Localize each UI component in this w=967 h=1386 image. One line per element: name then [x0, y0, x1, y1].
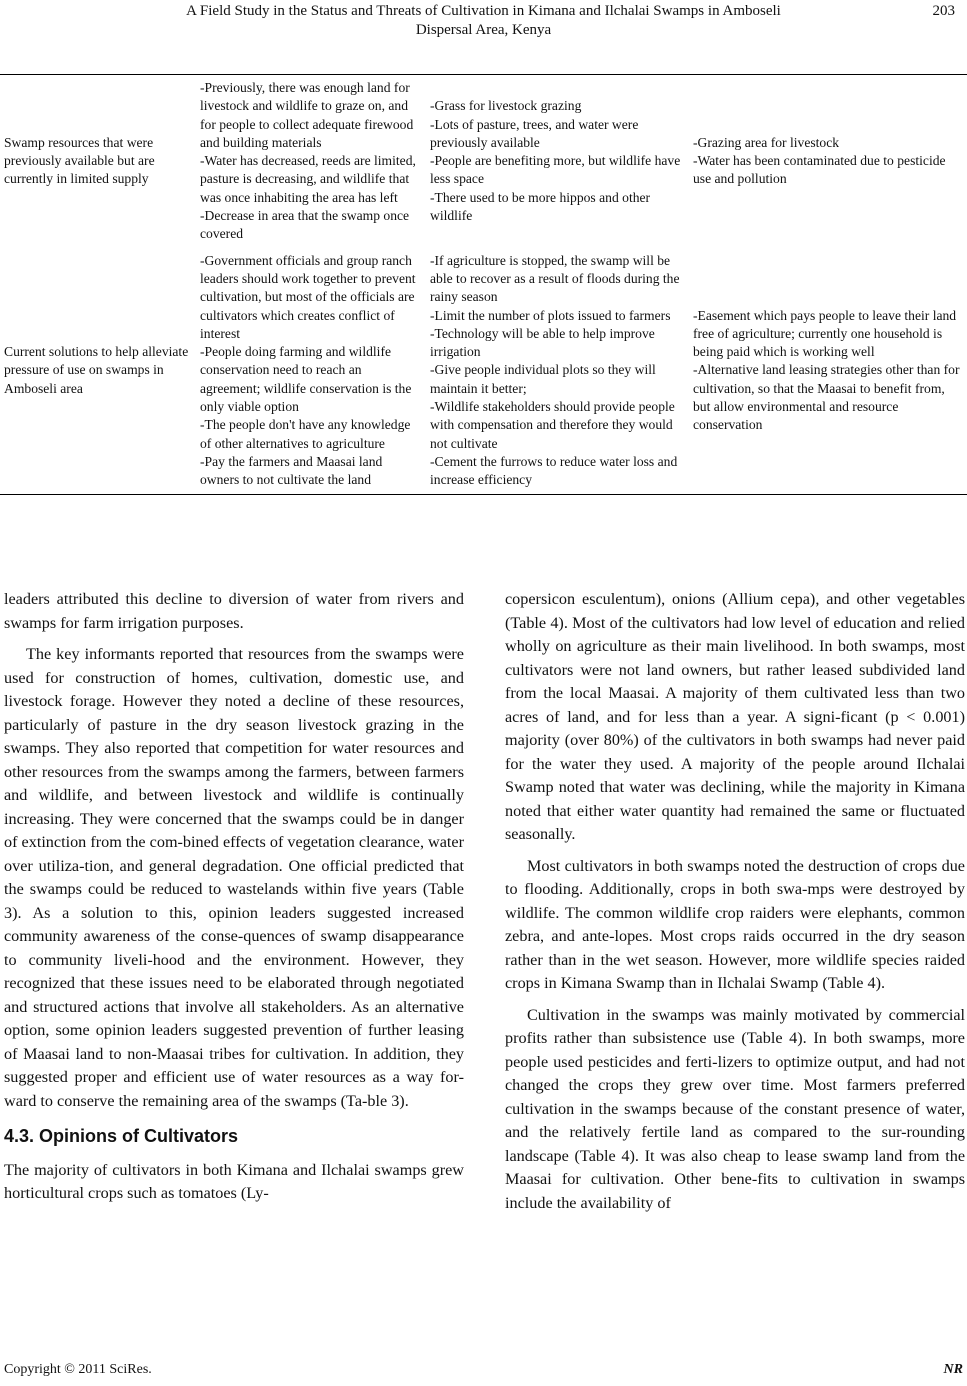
paragraph: copersicon esculentum), onions (Allium cepa), and other vegetables (Table 4). Most of the cultivators had low level of education and relied wholly on agriculture as their main livelihood. In both swamps, most cultivators were not land owners, but rather leased subdivided land from the local Maasai. A majority of them cultivated less than two acres of land, and for less than a year. A signi-ficant (p < 0.001) majority (over 80%) of the cultivators in both swamps had never paid for the water they used. A majority of the people around Ilchalai Swamp noted that water was declining, while the majority in Kimana noted that either water quantity had remained the same or fluctuated seasonally.	[505, 590, 965, 843]
left-column	[4, 588, 464, 1206]
cell-line: -Water has been contaminated due to pesticide use and pollution	[693, 153, 946, 187]
cell-line: -Pay the farmers and Maasai land owners to not cultivate the land	[200, 453, 383, 488]
cell-line: -People are benefiting more, but wildlife have less space	[430, 153, 681, 187]
section-heading: 4.3. Opinions of Cultivators	[4, 1126, 239, 1146]
table-cell	[426, 75, 689, 248]
opinion-table	[0, 75, 967, 494]
cell-line: -Limit the number of plots issued to farmers	[430, 307, 671, 323]
cell-line: -Grass for livestock grazing	[430, 98, 582, 114]
cell-line: -People doing farming and wildlife conservation need to reach an agreement; wildlife conservation is the only viable option	[200, 344, 412, 415]
cell-line: -Cement the furrows to reduce water loss and increase efficiency	[430, 453, 678, 488]
cell-line: -Government officials and group ranch leaders should work together to prevent cultivation, but most of the officials are cultivators which creates conflict of interest	[200, 252, 416, 341]
cell-line: -There used to be more hippos and other wildlife	[430, 189, 651, 224]
running-header	[0, 2, 967, 42]
copyright-footer: Copyright © 2011 SciRes.	[4, 1362, 152, 1377]
paragraph: The key informants reported that resources from the swamps were used for construction of homes, cultivation, domestic use, and livestock forage. However they noted a decline of these resources, particularly of pasture in the dry season livestock grazing in the swamps. They also reported that competition for water resources and other resources from the swamps among the farmers, between farmers and wildlife, and between livestock and wildlife is continually increasing. They were concerned that the swamps could be in danger of extinction from the com-bined effects of vegetation clearance, water over utiliza-tion, and general degradation. One official predicted that the swamps could be reduced to wastelands within five years (Table 3). As a solution to this, opinion leaders suggested increased community awareness of the conse-quences of swamp disappearance to community liveli-hood and the environment. However, they recognized that these issues need to be elaborated through negotiated and structured actions that involve all stakeholders. As an alternative option, some opinion leaders suggested prevention of further leasing of Maasai land to non-Maasai tribes for cultivation. In addition, they suggested proper and efficient use of water resources as a way for-ward to conserve the remaining area of the swamps (Ta-ble 3).	[4, 645, 464, 1110]
paragraph: Cultivation in the swamps was mainly motivated by commercial profits rather than subsistence use (Table 4). In both swamps, more people used pesticides and ferti-lizers to optimize output, and had not changed the crops they grew over time. Most farmers preferred cultivation in the swamps because of the constant presence of water, and the relatively fertile land as compared to the sur-rounding landscape (Table 4). It was also cheap to lease swamp land from the Maasai for cultivation. Other bene-fits to cultivation in swamps include the availability of	[505, 1005, 965, 1212]
table-cell	[689, 75, 967, 248]
page-number: 203	[932, 3, 955, 19]
cell-line: -Decrease in area that the swamp once covered	[200, 208, 410, 242]
cell-line: -Easement which pays people to leave their land free of agriculture; currently one household is being paid which is working well	[693, 307, 957, 360]
journal-abbrev: NR	[943, 1362, 963, 1377]
cell-line: -Grazing area for livestock	[693, 134, 840, 150]
paragraph: Most cultivators in both swamps noted the destruction of crops due to flooding. Additionally, crops in both swa-mps were destroyed by wildlife. The common wildlife crop raiders were elephants, common zebra, and ante-lopes. Most crops raids occurred in the dry season rather than in the wet season. However, more wildlife species raided crops in Kimana Swamp than in Ilchalai Swamp (Table 4).	[505, 856, 965, 992]
table-cell	[689, 248, 967, 494]
table-row	[0, 75, 967, 248]
row-label: Swamp resources that were previously available but are currently in limited supply	[4, 134, 155, 187]
cell-line: -Technology will be able to help improve irrigation	[430, 325, 655, 360]
paragraph: The majority of cultivators in both Kimana and Ilchalai swamps grew horticultural crops such as tomatoes (Ly-	[4, 1160, 464, 1202]
table-cell	[196, 248, 426, 494]
cell-line: -Alternative land leasing strategies other than for cultivation, so that the Maasai to benefit from, but allow environmental and resource conservation	[693, 362, 960, 433]
cell-line: -Previously, there was enough land for livestock and wildlife to graze on, and for people to collect adequate firewood and building materials	[200, 80, 414, 150]
cell-line: -Water has decreased, reeds are limited, pasture is decreasing, and wildlife that was once inhabiting the area has left	[200, 153, 416, 205]
cell-line: -Wildlife stakeholders should provide people with compensation and therefore they would not cultivate	[430, 399, 675, 451]
table-cell	[196, 75, 426, 248]
row-label: Current solutions to help alleviate pressure of use on swamps in Amboseli area	[4, 344, 189, 396]
cell-line: -Lots of pasture, trees, and water were previously available	[430, 116, 639, 150]
table-row	[0, 248, 967, 494]
table-cell	[426, 248, 689, 494]
cell-line: -Give people individual plots so they will maintain it better;	[430, 362, 656, 396]
cell-line: -If agriculture is stopped, the swamp will be able to recover as a result of floods during the rainy season	[430, 252, 680, 305]
paragraph: leaders attributed this decline to diversion of water from rivers and swamps for farm irrigation purposes.	[4, 590, 464, 632]
cell-line: -The people don't have any knowledge of other alternatives to agriculture	[200, 417, 411, 451]
running-title: A Field Study in the Status and Threats of Cultivation in Kimana and Ilchalai Swamps in Amboseli Dispersal Area, Kenya	[186, 3, 781, 38]
table-3-continued	[0, 74, 967, 495]
right-column	[505, 588, 965, 1215]
